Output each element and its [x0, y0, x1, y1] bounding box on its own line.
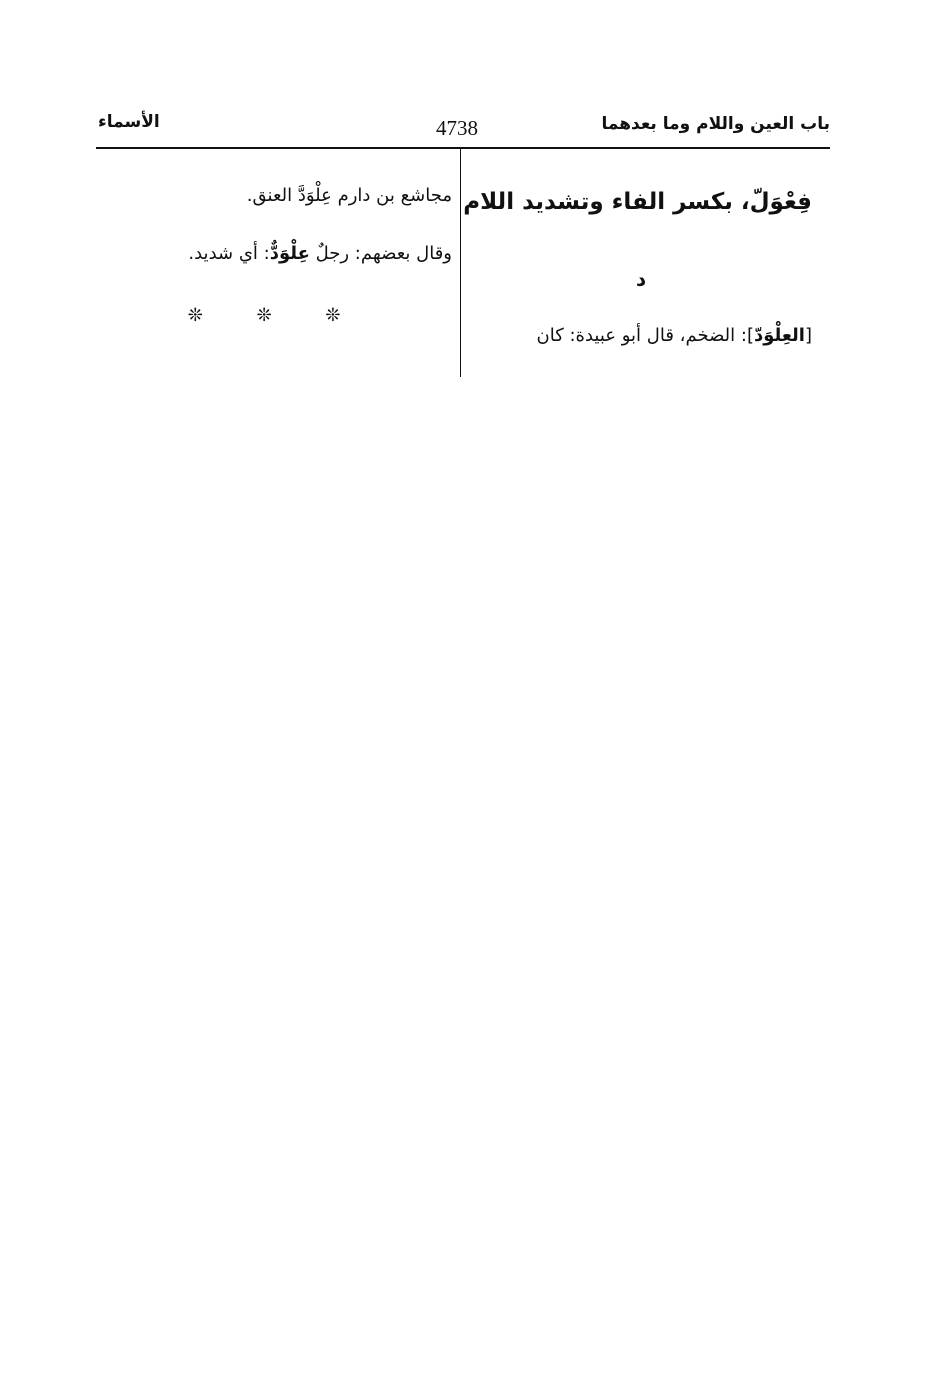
- page-header: [96, 110, 830, 144]
- letter-heading: د: [635, 267, 647, 291]
- entry-text: : الضخم، قال أبو عبيدة: كان: [536, 325, 747, 346]
- chapter-title: باب العين واللام وما بعدهما: [601, 114, 830, 134]
- entry-line: [188, 243, 452, 264]
- right-column: [463, 149, 812, 377]
- dictionary-entry: [536, 325, 812, 346]
- entry-line-end: : أي شديد.: [188, 243, 270, 264]
- left-column: [100, 149, 452, 377]
- section-separator: ❊ ❊ ❊: [187, 305, 365, 326]
- entry-line-headword: عِلْوَدٌّ: [269, 243, 310, 264]
- entry-close-bracket: ]: [746, 325, 754, 346]
- entry-line-start: وقال بعضهم: رجلٌ: [309, 243, 452, 264]
- continuation-line: مجاشع بن دارم عِلْوَدَّ العنق.: [246, 185, 452, 206]
- entry-open-bracket: [: [804, 325, 812, 346]
- section-running-title: الأسماء: [98, 112, 160, 132]
- entry-headword: العِلْوَدّ: [754, 325, 805, 346]
- column-divider: [460, 149, 461, 377]
- page-number: 4738: [436, 116, 478, 140]
- section-heading: فِعْوَلّ، بكسر الفاء وتشديد اللام: [463, 189, 812, 215]
